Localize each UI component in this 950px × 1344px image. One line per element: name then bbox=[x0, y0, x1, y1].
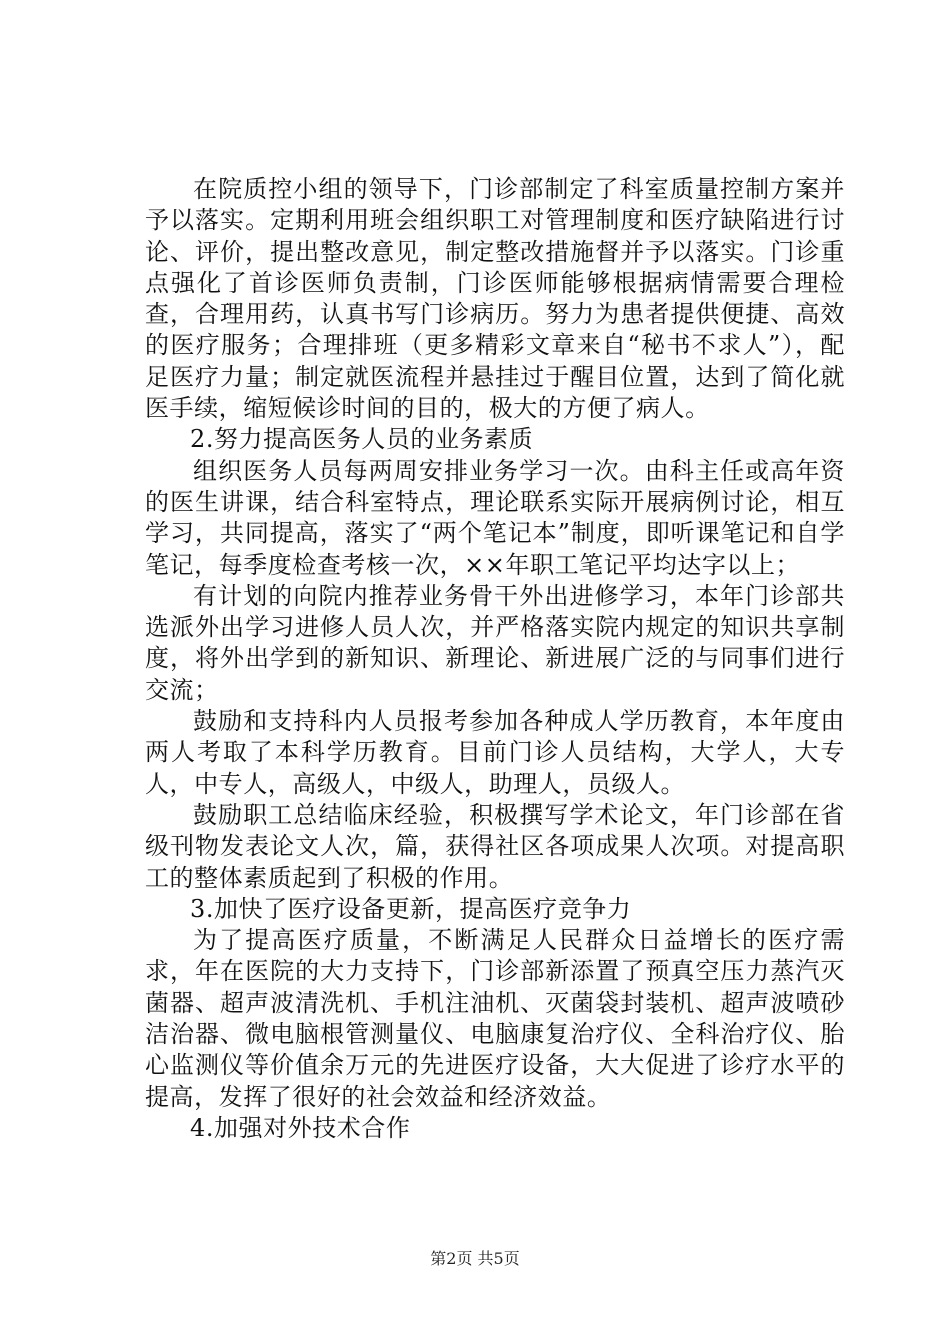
section-heading: 3.加快了医疗设备更新，提高医疗竞争力 bbox=[190, 894, 632, 923]
section-heading: 2.努力提高医务人员的业务素质 bbox=[190, 425, 534, 454]
paragraph: 在院质控小组的领导下，门诊部制定了科室质量控制方案并予以落实。定期利用班会组织职工对管理制度和医疗缺陷进行讨论、评价，提出整改意见，制定整改措施督并予以落实。门诊重点强化了首诊医师负责制，门诊医师能够根据病情需要合理检查，合理用药，认真书写门诊病历。努力为患者提供便捷、高效的医疗服务；合理排班（更多精彩文章来自“秘书不求人”），配足医疗力量；制定就医流程并悬挂过于醒目位置，达到了简化就医手续，缩短候诊时间的目的，极大的方便了病人。 bbox=[145, 175, 845, 423]
paragraph: 鼓励职工总结临床经验，积极撰写学术论文，年门诊部在省级刊物发表论文人次，篇，获得社区各项成果人次项。对提高职工的整体素质起到了积极的作用。 bbox=[145, 800, 845, 892]
page-footer: 第2页 共5页 bbox=[430, 1249, 520, 1268]
paragraph: 有计划的向院内推荐业务骨干外出进修学习，本年门诊部共选派外出学习进修人员人次，并严格落实院内规定的知识共享制度，将外出学到的新知识、新理论、新进展广泛的与同事们进行交流； bbox=[145, 581, 845, 704]
section-heading: 4.加强对外技术合作 bbox=[190, 1113, 411, 1142]
paragraph: 为了提高医疗质量，不断满足人民群众日益增长的医疗需求，年在医院的大力支持下，门诊部新添置了预真空压力蒸汽灭菌器、超声波清洗机、手机注油机、灭菌袋封装机、超声波喷砂洁治器、微电脑根管测量仪、电脑康复治疗仪、全科治疗仪、胎心监测仪等价值余万元的先进医疗设备，大大促进了诊疗水平的提高，发挥了很好的社会效益和经济效益。 bbox=[145, 926, 845, 1111]
document-body bbox=[145, 174, 845, 1144]
paragraph: 鼓励和支持科内人员报考参加各种成人学历教育，本年度由两人考取了本科学历教育。目前门诊人员结构，大学人，大专人，中专人，高级人，中级人，助理人，员级人。 bbox=[145, 707, 845, 798]
paragraph: 组织医务人员每两周安排业务学习一次。由科主任或高年资的医生讲课，结合科室特点，理论联系实际开展病例讨论，相互学习，共同提高，落实了“两个笔记本”制度，即听课笔记和自学笔记，每季度检查考核一次，××年职工笔记平均达字以上； bbox=[145, 456, 845, 579]
